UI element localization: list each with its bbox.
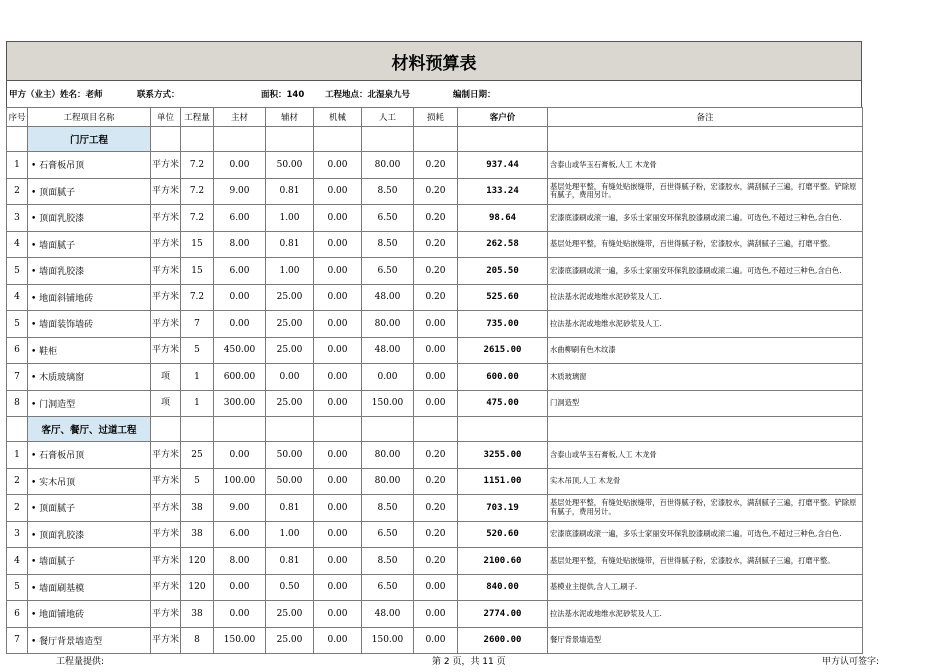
cell-aux: 25.00 (266, 627, 314, 654)
cell-loss: 0.20 (414, 548, 458, 575)
header-main: 主材 (214, 108, 266, 127)
section-empty-cell (414, 417, 458, 442)
section-row (7, 127, 863, 152)
cell-no: 5 (7, 311, 28, 338)
cell-qty: 38 (181, 601, 214, 628)
cell-unit: 平方米 (151, 178, 181, 205)
cell-name: • 鞋柜 (28, 337, 151, 364)
table-row (7, 152, 863, 179)
location-info: 工程地点：北湿泉九号 (325, 90, 411, 100)
table-row (7, 258, 863, 285)
cell-no: 3 (7, 521, 28, 548)
cell-loss: 0.20 (414, 231, 458, 258)
cell-price: 600.00 (458, 364, 548, 391)
cell-note: 基层处理平整，有缝处贴嵌缝带，百世得腻子粉，宏漆胶水，满刮腻子三遍，打磨平整。 (548, 231, 863, 258)
cell-labor: 80.00 (362, 152, 414, 179)
table-row (7, 601, 863, 628)
section-no-cell (7, 417, 28, 442)
cell-mach: 0.00 (314, 442, 362, 469)
cell-loss: 0.20 (414, 152, 458, 179)
cell-main: 0.00 (214, 284, 266, 311)
cell-labor: 150.00 (362, 627, 414, 654)
table-row (7, 442, 863, 469)
cell-note: 宏漆底漆刷或滚一遍，多乐士家丽安环保乳胶漆刷或滚二遍。可选色,不超过三种色,含白色. (548, 521, 863, 548)
cell-qty: 120 (181, 574, 214, 601)
cell-name: • 顶面乳胶漆 (28, 205, 151, 232)
cell-mach: 0.00 (314, 152, 362, 179)
cell-note: 实木吊顶,人工 木龙骨 (548, 468, 863, 495)
cell-name: • 木质玻璃窗 (28, 364, 151, 391)
cell-labor: 150.00 (362, 390, 414, 417)
cell-loss: 0.00 (414, 337, 458, 364)
cell-no: 4 (7, 284, 28, 311)
cell-aux: 0.81 (266, 548, 314, 575)
cell-note: 水曲柳刷有色木纹漆 (548, 337, 863, 364)
project-info-row (6, 81, 862, 107)
cell-main: 9.00 (214, 495, 266, 522)
cell-qty: 5 (181, 337, 214, 364)
cell-mach: 0.00 (314, 311, 362, 338)
cell-main: 0.00 (214, 574, 266, 601)
cell-labor: 80.00 (362, 442, 414, 469)
cell-qty: 7.2 (181, 152, 214, 179)
cell-mach: 0.00 (314, 627, 362, 654)
cell-labor: 48.00 (362, 337, 414, 364)
cell-labor: 48.00 (362, 284, 414, 311)
cell-unit: 平方米 (151, 311, 181, 338)
cell-price: 475.00 (458, 390, 548, 417)
cell-qty: 1 (181, 390, 214, 417)
cell-mach: 0.00 (314, 231, 362, 258)
cell-price: 703.19 (458, 495, 548, 522)
cell-unit: 平方米 (151, 152, 181, 179)
table-row (7, 521, 863, 548)
cell-name: • 墙面腻子 (28, 548, 151, 575)
cell-no: 8 (7, 390, 28, 417)
cell-mach: 0.00 (314, 178, 362, 205)
table-body (7, 127, 863, 654)
cell-mach: 0.00 (314, 337, 362, 364)
cell-loss: 0.20 (414, 178, 458, 205)
cell-price: 520.60 (458, 521, 548, 548)
cell-price: 262.58 (458, 231, 548, 258)
cell-qty: 15 (181, 231, 214, 258)
cell-loss: 0.00 (414, 364, 458, 391)
section-empty-cell (362, 127, 414, 152)
table-row (7, 205, 863, 232)
header-mach: 机械 (314, 108, 362, 127)
cell-unit: 平方米 (151, 258, 181, 285)
section-empty-cell (314, 417, 362, 442)
cell-price: 2600.00 (458, 627, 548, 654)
cell-price: 98.64 (458, 205, 548, 232)
cell-price: 2100.60 (458, 548, 548, 575)
cell-qty: 38 (181, 495, 214, 522)
table-row (7, 548, 863, 575)
cell-aux: 25.00 (266, 390, 314, 417)
header-qty: 工程量 (181, 108, 214, 127)
table-row (7, 284, 863, 311)
cell-aux: 0.50 (266, 574, 314, 601)
table-row (7, 178, 863, 205)
cell-no: 2 (7, 468, 28, 495)
cell-unit: 平方米 (151, 337, 181, 364)
header-no: 序号 (7, 108, 28, 127)
cell-loss: 0.00 (414, 601, 458, 628)
cell-no: 5 (7, 574, 28, 601)
cell-mach: 0.00 (314, 548, 362, 575)
contact-info: 联系方式： (137, 90, 180, 100)
header-row (7, 108, 863, 127)
cell-aux: 0.81 (266, 178, 314, 205)
cell-qty: 7 (181, 311, 214, 338)
cell-note: 含泰山或华玉石膏板,人工 木龙骨 (548, 152, 863, 179)
cell-labor: 8.50 (362, 548, 414, 575)
table-row (7, 468, 863, 495)
cell-main: 6.00 (214, 258, 266, 285)
cell-aux: 50.00 (266, 152, 314, 179)
cell-unit: 平方米 (151, 495, 181, 522)
cell-main: 450.00 (214, 337, 266, 364)
cell-name: • 地面斜铺地砖 (28, 284, 151, 311)
cell-price: 840.00 (458, 574, 548, 601)
cell-no: 4 (7, 231, 28, 258)
header-name: 工程项目名称 (28, 108, 151, 127)
cell-note: 宏漆底漆刷或滚一遍，多乐士家丽安环保乳胶漆刷或滚二遍。可选色,不超过三种色,含白色. (548, 258, 863, 285)
header-unit: 单位 (151, 108, 181, 127)
cell-name: • 墙面装饰墙砖 (28, 311, 151, 338)
area-info: 面积：140 (261, 90, 305, 100)
cell-loss: 0.20 (414, 258, 458, 285)
cell-name: • 顶面腻子 (28, 495, 151, 522)
table-row (7, 364, 863, 391)
cell-mach: 0.00 (314, 284, 362, 311)
section-empty-cell (151, 417, 181, 442)
cell-note: 含泰山或华玉石膏板,人工 木龙骨 (548, 442, 863, 469)
cell-main: 9.00 (214, 178, 266, 205)
cell-aux: 1.00 (266, 258, 314, 285)
cell-qty: 1 (181, 364, 214, 391)
cell-qty: 15 (181, 258, 214, 285)
cell-aux: 1.00 (266, 205, 314, 232)
cell-name: • 墙面刷基模 (28, 574, 151, 601)
cell-name: • 地面铺地砖 (28, 601, 151, 628)
cell-name: • 石膏板吊顶 (28, 442, 151, 469)
page-footer (0, 651, 950, 672)
section-empty-cell (181, 417, 214, 442)
cell-labor: 6.50 (362, 258, 414, 285)
cell-loss: 0.00 (414, 627, 458, 654)
cell-note: 基层处理平整，有缝处贴嵌缝带，百世得腻子粉，宏漆胶水，满刮腻子三遍，打磨平整。铲除原有腻子，费用另计。 (548, 495, 863, 522)
cell-no: 5 (7, 258, 28, 285)
cell-unit: 平方米 (151, 205, 181, 232)
cell-unit: 项 (151, 390, 181, 417)
cell-unit: 平方米 (151, 468, 181, 495)
cell-unit: 平方米 (151, 442, 181, 469)
cell-price: 133.24 (458, 178, 548, 205)
cell-name: • 实木吊顶 (28, 468, 151, 495)
cell-note: 餐厅背景墙造型 (548, 627, 863, 654)
header-loss: 损耗 (414, 108, 458, 127)
cell-price: 205.50 (458, 258, 548, 285)
section-empty-cell (548, 417, 863, 442)
section-empty-cell (266, 127, 314, 152)
cell-qty: 7.2 (181, 284, 214, 311)
cell-labor: 6.50 (362, 205, 414, 232)
cell-price: 1151.00 (458, 468, 548, 495)
cell-aux: 25.00 (266, 601, 314, 628)
cell-price: 735.00 (458, 311, 548, 338)
cell-loss: 0.00 (414, 311, 458, 338)
cell-price: 3255.00 (458, 442, 548, 469)
cell-name: • 顶面乳胶漆 (28, 521, 151, 548)
cell-labor: 0.00 (362, 364, 414, 391)
cell-aux: 25.00 (266, 284, 314, 311)
cell-mach: 0.00 (314, 205, 362, 232)
cell-aux: 0.81 (266, 231, 314, 258)
section-title: 客厅、餐厅、过道工程 (28, 417, 151, 442)
cell-note: 基层处理平整，有缝处贴嵌缝带，百世得腻子粉，宏漆胶水，满刮腻子三遍，打磨平整。 (548, 548, 863, 575)
cell-note: 基模业主提供,含人工,刷子. (548, 574, 863, 601)
section-empty-cell (458, 417, 548, 442)
cell-qty: 7.2 (181, 178, 214, 205)
section-no-cell (7, 127, 28, 152)
cell-qty: 5 (181, 468, 214, 495)
section-empty-cell (414, 127, 458, 152)
cell-loss: 0.20 (414, 284, 458, 311)
cell-aux: 25.00 (266, 311, 314, 338)
header-labor: 人工 (362, 108, 414, 127)
cell-name: • 门洞造型 (28, 390, 151, 417)
cell-aux: 1.00 (266, 521, 314, 548)
cell-name: • 墙面腻子 (28, 231, 151, 258)
cell-unit: 平方米 (151, 574, 181, 601)
page-indicator: 第 2 页，共 11 页 (432, 657, 506, 667)
cell-qty: 25 (181, 442, 214, 469)
budget-table (6, 107, 863, 654)
cell-labor: 80.00 (362, 311, 414, 338)
cell-unit: 项 (151, 364, 181, 391)
cell-mach: 0.00 (314, 258, 362, 285)
section-empty-cell (548, 127, 863, 152)
cell-qty: 120 (181, 548, 214, 575)
cell-unit: 平方米 (151, 231, 181, 258)
client-name: 甲方（业主）姓名：老师 (9, 90, 103, 100)
cell-labor: 48.00 (362, 601, 414, 628)
cell-mach: 0.00 (314, 364, 362, 391)
date-info: 编制日期： (453, 90, 496, 100)
cell-no: 6 (7, 337, 28, 364)
cell-loss: 0.20 (414, 495, 458, 522)
cell-qty: 38 (181, 521, 214, 548)
cell-main: 600.00 (214, 364, 266, 391)
section-empty-cell (458, 127, 548, 152)
cell-note: 门洞造型 (548, 390, 863, 417)
cell-labor: 6.50 (362, 574, 414, 601)
section-empty-cell (314, 127, 362, 152)
cell-name: • 顶面腻子 (28, 178, 151, 205)
cell-note: 拉法基水泥或地维水泥砂浆及人工. (548, 311, 863, 338)
cell-note: 拉法基水泥或地维水泥砂浆及人工. (548, 284, 863, 311)
cell-note: 基层处理平整，有缝处贴嵌缝带，百世得腻子粉，宏漆胶水，满刮腻子三遍，打磨平整。铲除原有腻子，费用另计。 (548, 178, 863, 205)
header-aux: 辅材 (266, 108, 314, 127)
cell-main: 300.00 (214, 390, 266, 417)
cell-loss: 0.20 (414, 468, 458, 495)
cell-aux: 25.00 (266, 337, 314, 364)
sheet-title: 材料预算表 (6, 41, 862, 81)
cell-aux: 50.00 (266, 442, 314, 469)
section-empty-cell (181, 127, 214, 152)
cell-no: 4 (7, 548, 28, 575)
table-row (7, 495, 863, 522)
cell-main: 0.00 (214, 311, 266, 338)
cell-price: 937.44 (458, 152, 548, 179)
cell-main: 0.00 (214, 442, 266, 469)
cell-qty: 7.2 (181, 205, 214, 232)
cell-price: 525.60 (458, 284, 548, 311)
cell-unit: 平方米 (151, 284, 181, 311)
cell-name: • 墙面乳胶漆 (28, 258, 151, 285)
cell-mach: 0.00 (314, 574, 362, 601)
cell-mach: 0.00 (314, 468, 362, 495)
cell-note: 木质玻璃窗 (548, 364, 863, 391)
cell-loss: 0.00 (414, 574, 458, 601)
table-row (7, 231, 863, 258)
header-price: 客户价 (458, 108, 548, 127)
cell-main: 8.00 (214, 548, 266, 575)
cell-no: 7 (7, 627, 28, 654)
cell-main: 0.00 (214, 152, 266, 179)
cell-no: 1 (7, 152, 28, 179)
section-empty-cell (362, 417, 414, 442)
section-empty-cell (266, 417, 314, 442)
budget-sheet (6, 41, 862, 654)
footer-right: 甲方认可签字: (822, 657, 880, 667)
cell-mach: 0.00 (314, 390, 362, 417)
cell-unit: 平方米 (151, 627, 181, 654)
section-empty-cell (214, 417, 266, 442)
cell-note: 拉法基水泥或地维水泥砂浆及人工. (548, 601, 863, 628)
cell-main: 150.00 (214, 627, 266, 654)
cell-main: 6.00 (214, 205, 266, 232)
cell-no: 2 (7, 495, 28, 522)
cell-main: 0.00 (214, 601, 266, 628)
section-title: 门厅工程 (28, 127, 151, 152)
cell-no: 2 (7, 178, 28, 205)
cell-note: 宏漆底漆刷或滚一遍，多乐士家丽安环保乳胶漆刷或滚二遍。可选色,不超过三种色,含白色. (548, 205, 863, 232)
table-row (7, 390, 863, 417)
cell-aux: 50.00 (266, 468, 314, 495)
cell-unit: 平方米 (151, 548, 181, 575)
cell-main: 8.00 (214, 231, 266, 258)
cell-aux: 0.81 (266, 495, 314, 522)
cell-labor: 8.50 (362, 178, 414, 205)
header-note: 备注 (548, 108, 863, 127)
section-row (7, 417, 863, 442)
cell-name: • 石膏板吊顶 (28, 152, 151, 179)
table-row (7, 311, 863, 338)
cell-qty: 8 (181, 627, 214, 654)
cell-loss: 0.20 (414, 521, 458, 548)
section-empty-cell (214, 127, 266, 152)
section-empty-cell (151, 127, 181, 152)
cell-name: • 餐厅背景墙造型 (28, 627, 151, 654)
cell-unit: 平方米 (151, 521, 181, 548)
cell-no: 3 (7, 205, 28, 232)
cell-mach: 0.00 (314, 495, 362, 522)
cell-loss: 0.00 (414, 390, 458, 417)
cell-labor: 80.00 (362, 468, 414, 495)
cell-price: 2774.00 (458, 601, 548, 628)
cell-main: 6.00 (214, 521, 266, 548)
cell-price: 2615.00 (458, 337, 548, 364)
cell-mach: 0.00 (314, 521, 362, 548)
cell-main: 100.00 (214, 468, 266, 495)
cell-labor: 6.50 (362, 521, 414, 548)
cell-labor: 8.50 (362, 231, 414, 258)
table-row (7, 627, 863, 654)
cell-mach: 0.00 (314, 601, 362, 628)
table-row (7, 574, 863, 601)
cell-no: 6 (7, 601, 28, 628)
cell-loss: 0.20 (414, 205, 458, 232)
cell-loss: 0.20 (414, 442, 458, 469)
footer-left: 工程量提供: (56, 657, 105, 667)
table-row (7, 337, 863, 364)
cell-no: 7 (7, 364, 28, 391)
cell-unit: 平方米 (151, 601, 181, 628)
cell-labor: 8.50 (362, 495, 414, 522)
cell-no: 1 (7, 442, 28, 469)
cell-aux: 0.00 (266, 364, 314, 391)
